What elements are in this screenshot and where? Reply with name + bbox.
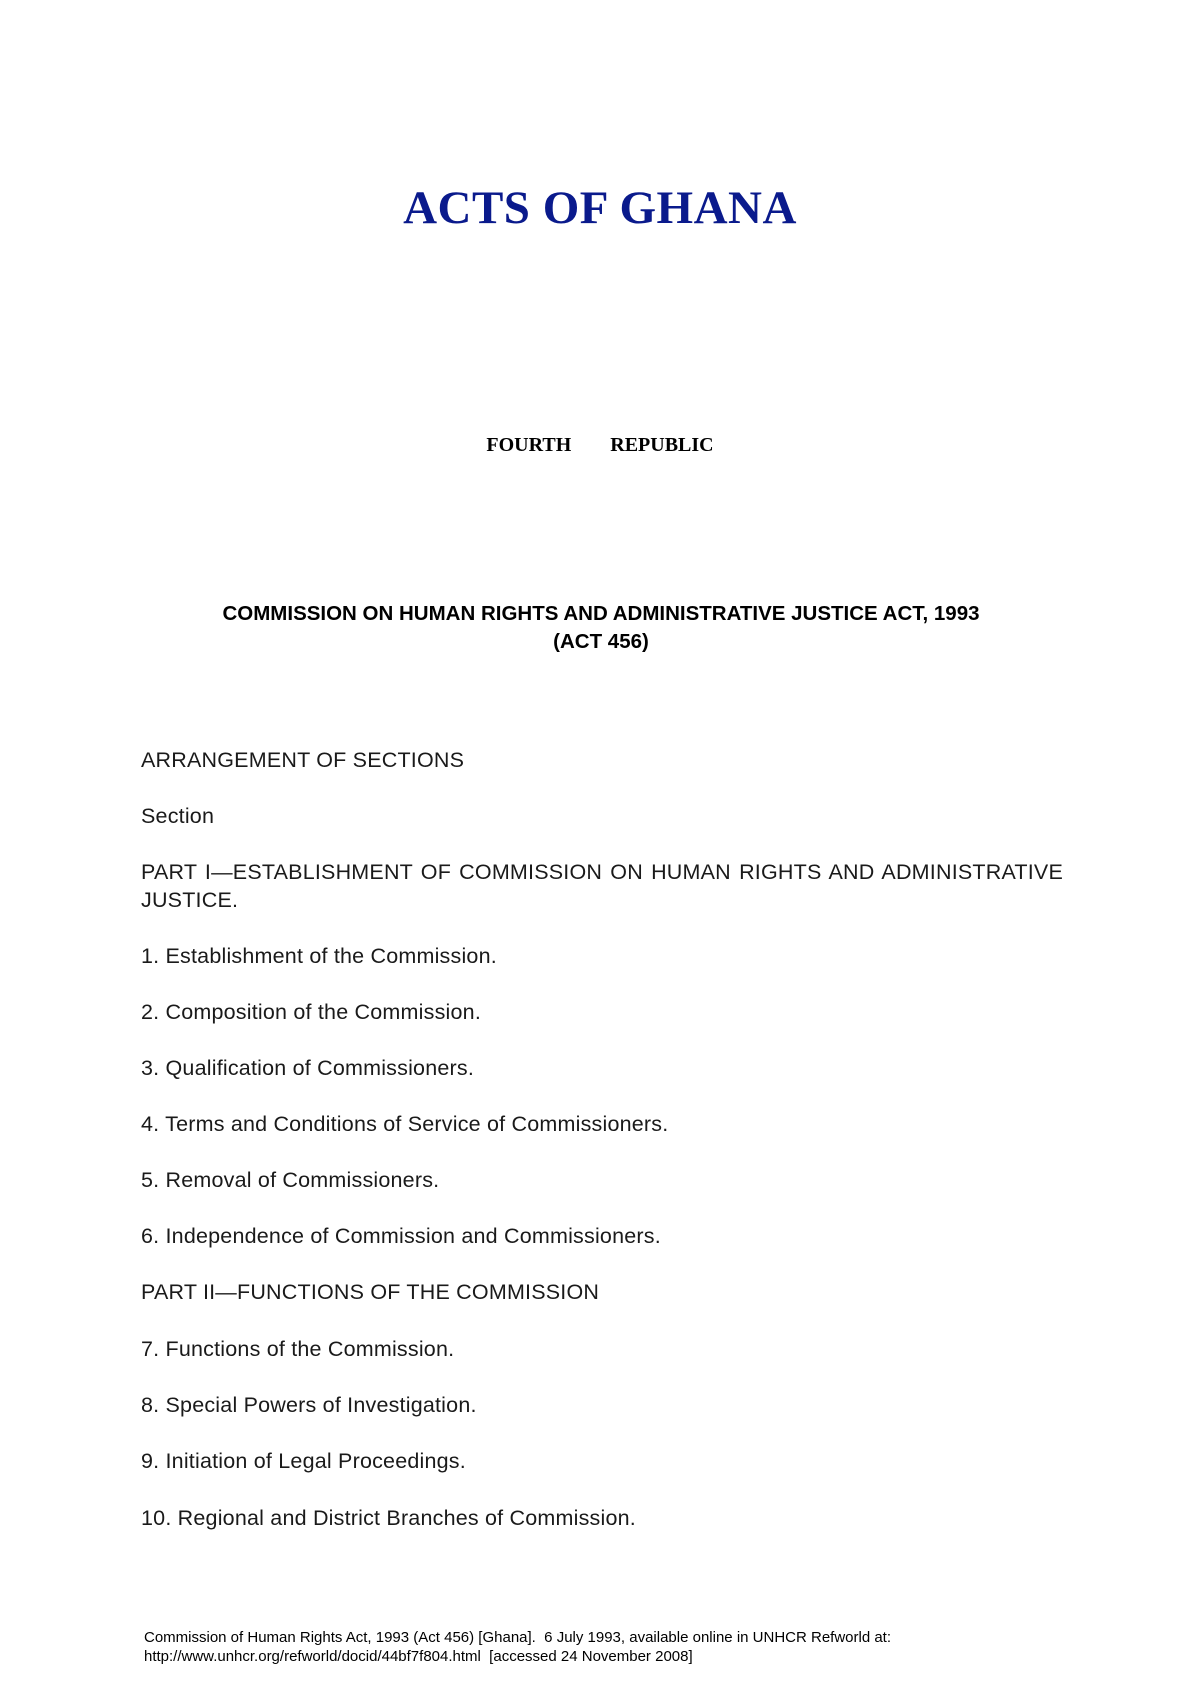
- section-item: 7. Functions of the Commission.: [141, 1337, 455, 1361]
- section-item: 10. Regional and District Branches of Commission.: [141, 1506, 636, 1530]
- act-title: [141, 600, 1061, 656]
- citation-footer: [144, 1628, 1044, 1666]
- section-item: 2. Composition of the Commission.: [141, 1000, 481, 1024]
- section-item: 4. Terms and Conditions of Service of Commissioners.: [141, 1112, 669, 1136]
- act-number: (ACT 456): [553, 630, 649, 653]
- section-label: Section: [141, 804, 215, 828]
- section-item: 6. Independence of Commission and Commissioners.: [141, 1224, 661, 1248]
- section-item: 9. Initiation of Legal Proceedings.: [141, 1449, 466, 1473]
- part-1-heading: PART I—ESTABLISHMENT OF COMMISSION ON HUMAN RIGHTS AND ADMINISTRATIVE JUSTICE.: [141, 860, 1063, 912]
- part-2-heading: PART II—FUNCTIONS OF THE COMMISSION: [141, 1280, 600, 1304]
- republic-subtitle: FOURTH REPUBLIC: [486, 434, 714, 456]
- section-item: 1. Establishment of the Commission.: [141, 944, 497, 968]
- citation-text: Commission of Human Rights Act, 1993 (Act 456) [Ghana]. 6 July 1993, available online in UNHCR Refworld at:: [144, 1629, 892, 1646]
- citation-url: http://www.unhcr.org/refworld/docid/44bf7f804.html [accessed 24 November 2008]: [144, 1648, 693, 1665]
- main-title: ACTS OF GHANA: [403, 182, 797, 234]
- arrangement-heading: ARRANGEMENT OF SECTIONS: [141, 748, 465, 772]
- section-item: 8. Special Powers of Investigation.: [141, 1393, 477, 1417]
- section-item: 5. Removal of Commissioners.: [141, 1168, 440, 1192]
- act-title-line: COMMISSION ON HUMAN RIGHTS AND ADMINISTRATIVE JUSTICE ACT, 1993: [222, 602, 980, 625]
- section-item: 3. Qualification of Commissioners.: [141, 1056, 475, 1080]
